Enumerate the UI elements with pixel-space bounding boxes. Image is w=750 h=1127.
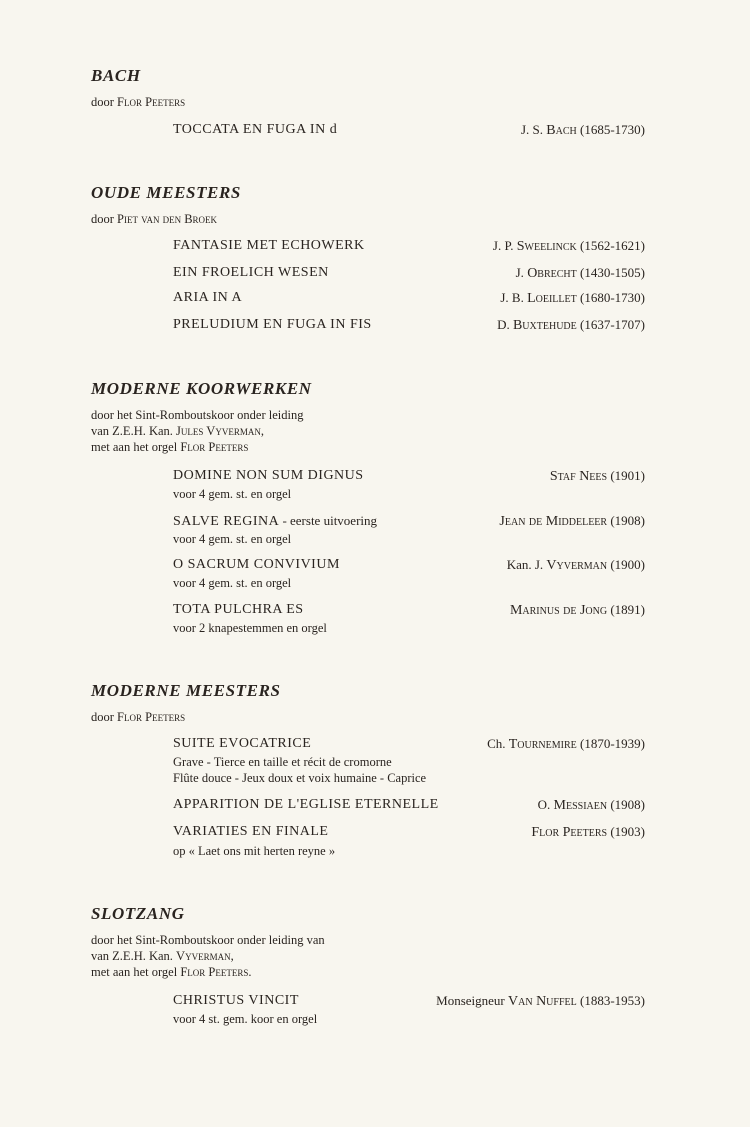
work-composer: Monseigneur Van Nuffel (1883-1953) xyxy=(436,993,645,1009)
work-title: CHRISTUS VINCIT xyxy=(173,993,299,1008)
work-title: TOCCATA EN FUGA IN d xyxy=(173,122,338,137)
section-heading-oude-meesters: OUDE MEESTERS xyxy=(91,183,241,202)
section-heading-moderne-koorwerken: MODERNE KOORWERKEN xyxy=(91,379,312,398)
work-title: SALVE REGINA - eerste uitvoering xyxy=(173,513,378,529)
section-byline: door Flor Peeters xyxy=(91,95,186,109)
work-composer: Staf Nees (1901) xyxy=(549,468,645,484)
work-subtitle: op « Laet ons mit herten reyne » xyxy=(173,844,336,858)
work-title: APPARITION DE L'EGLISE ETERNELLE xyxy=(173,797,439,812)
section-heading-slotzang: SLOTZANG xyxy=(91,904,185,923)
work-subtitle: voor 4 gem. st. en orgel xyxy=(173,576,292,590)
section-heading-moderne-meesters: MODERNE MEESTERS xyxy=(91,681,281,700)
work-composer: J. Obrecht (1430-1505) xyxy=(515,265,645,281)
work-title: VARIATIES EN FINALE xyxy=(173,824,329,839)
section-heading-bach: BACH xyxy=(91,66,141,85)
work-subtitle: voor 4 gem. st. en orgel xyxy=(173,487,292,501)
work-title: DOMINE NON SUM DIGNUS xyxy=(173,468,364,483)
work-title: TOTA PULCHRA ES xyxy=(173,602,304,617)
work-title: PRELUDIUM EN FUGA IN FIS xyxy=(173,317,372,332)
work-composer: Jean de Middeleer (1908) xyxy=(499,513,645,529)
work-composer: O. Messiaen (1908) xyxy=(537,797,645,813)
work-composer: Kan. J. Vyverman (1900) xyxy=(506,557,645,573)
work-composer: Ch. Tournemire (1870-1939) xyxy=(487,736,645,752)
work-composer: J. B. Loeillet (1680-1730) xyxy=(500,290,645,306)
work-composer: Flor Peeters (1903) xyxy=(531,824,645,840)
section-byline: door Piet van den Broek xyxy=(91,212,218,226)
section-byline: door het Sint-Romboutskoor onder leiding van Z.E.H. Kan. Jules Vyverman, met aan het orgel Flor Peeters xyxy=(91,408,304,454)
work-title: EIN FROELICH WESEN xyxy=(173,265,329,280)
section-byline: door Flor Peeters xyxy=(91,710,186,724)
section-byline: door het Sint-Romboutskoor onder leiding van van Z.E.H. Kan. Vyverman, met aan het orgel Flor Peeters. xyxy=(91,933,325,979)
work-title: O SACRUM CONVIVIUM xyxy=(173,557,340,572)
work-subtitle: voor 4 gem. st. en orgel xyxy=(173,532,292,546)
work-composer: J. P. Sweelinck (1562-1621) xyxy=(492,238,645,254)
work-subtitle: voor 2 knapestemmen en orgel xyxy=(173,621,327,635)
work-title: ARIA IN A xyxy=(173,290,243,305)
work-composer: J. S. Bach (1685-1730) xyxy=(521,122,645,138)
work-composer: Marinus de Jong (1891) xyxy=(509,602,645,618)
work-composer: D. Buxtehude (1637-1707) xyxy=(497,317,645,333)
work-subtitle: Flûte douce - Jeux doux et voix humaine - Caprice xyxy=(173,771,427,785)
work-title: FANTASIE MET ECHOWERK xyxy=(173,238,365,253)
work-title: SUITE EVOCATRICE xyxy=(173,736,312,751)
work-subtitle: Grave - Tierce en taille et récit de cromorne xyxy=(173,755,392,769)
work-subtitle: voor 4 st. gem. koor en orgel xyxy=(173,1012,318,1026)
